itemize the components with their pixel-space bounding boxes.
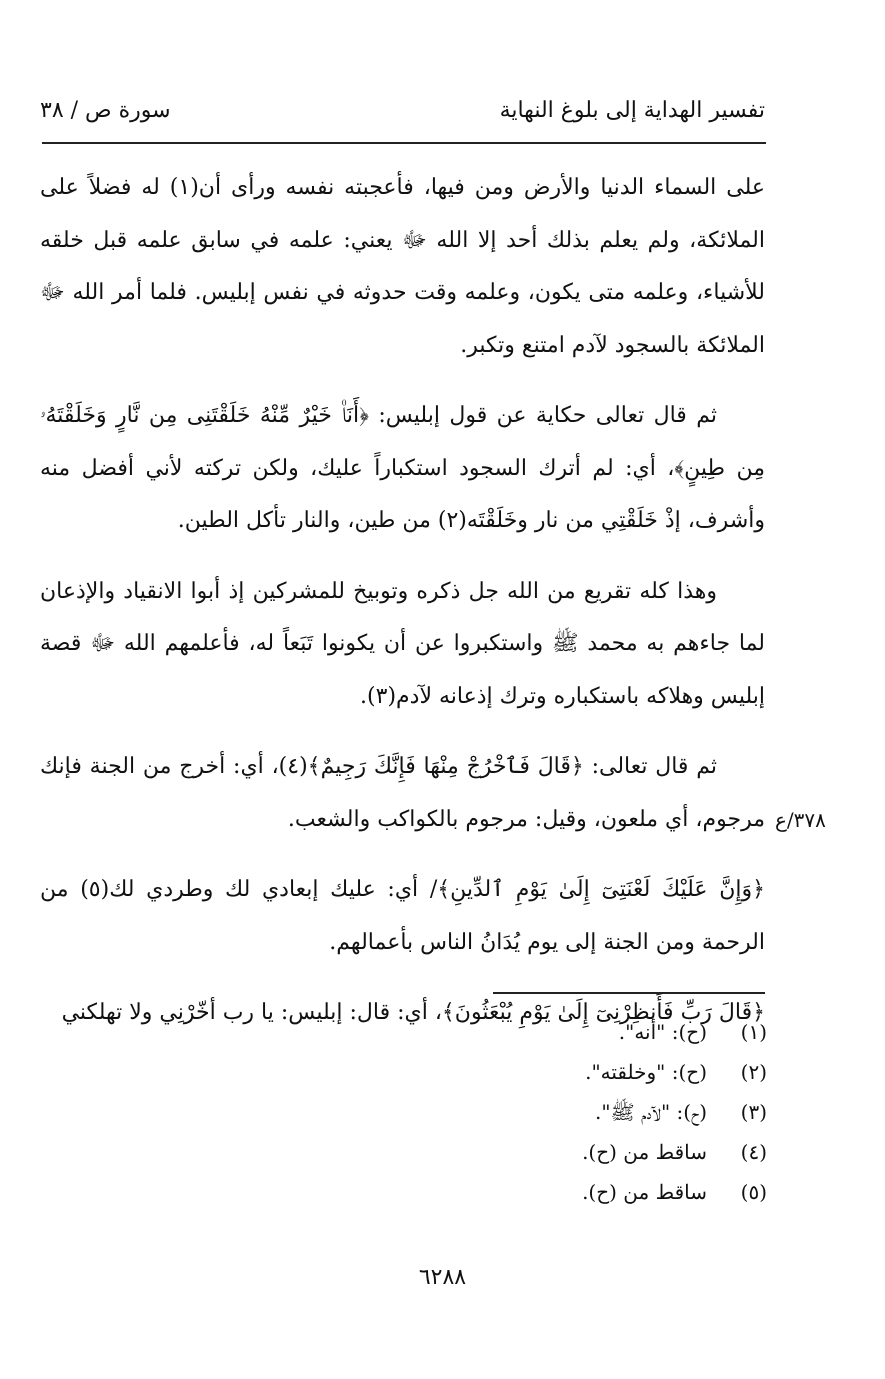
footnote-5	[367, 1172, 767, 1212]
footnote-number: (٢)	[740, 1060, 767, 1084]
page-number: ٦٢٨٨	[418, 1265, 467, 1290]
footnote-3	[367, 1092, 767, 1132]
main-text	[40, 162, 765, 1058]
running-header	[40, 98, 765, 138]
paragraph-6: ﴿قَالَ رَبِّ فَأَنظِرْنِىٓ إِلَىٰ يَوْمِ يُبْعَثُونَ﴾، أي: قال: إبليس: يا رب أخّرْنِي ولا تهلكني	[61, 1000, 765, 1025]
footnote-text: (ح): "وخلقته".	[585, 1060, 707, 1084]
footnote-1	[367, 1012, 767, 1052]
footnote-4	[367, 1132, 767, 1172]
footnote-number: (١)	[740, 1020, 767, 1044]
footnotes	[367, 1012, 767, 1212]
paragraph-1: على السماء الدنيا والأرض ومن فيها، فأعجبته نفسه ورأى أن(١) له فضلاً على الملائكة، ولم يعلم بذلك أحد إلا الله ﷻ يعني: علمه في سابق علمه قبل خلقه للأشياء، وعلمه متى يكون، وعلمه وقت حدوثه في نفس إبليس. فلما أمر الله ﷻ الملائكة بالسجود لآدم امتنع وتكبر.	[40, 175, 765, 358]
paragraph-2: ثم قال تعالى حكاية عن قول إبليس: ﴿أَنَا۠ خَيْرٌ مِّنْهُ خَلَقْتَنِى مِن نَّارٍ وَخَلَقْتَهُۥ مِن طِينٍ﴾، أي: لم أترك السجود استكباراً عليك، ولكن تركته لأني أفضل منه وأشرف، إذْ خَلَقْتِي من نار وخَلَقْتَه(٢) من طين، والنار تأكل الطين.	[40, 403, 765, 533]
footnote-text: (ح): "أنه".	[618, 1020, 707, 1044]
book-title: تفسير الهداية إلى بلوغ النهاية	[499, 98, 765, 123]
surah-page-label: سورة ص / ٣٨	[40, 98, 171, 123]
paragraph-3: وهذا كله تقريع من الله جل ذكره وتوبيخ للمشركين إذ أبوا الانقياد والإذعان لما جاءهم به محمد ﷺ واستكبروا عن أن يكونوا تَبَعاً له، فأعلمهم الله ﷻ قصة إبليس وهلاكه باستكباره وترك إذعانه لآدم(٣).	[40, 578, 765, 709]
footnote-number: (٣)	[740, 1100, 767, 1124]
paragraph-5: ﴿وَإِنَّ عَلَيْكَ لَعْنَتِىٓ إِلَىٰ يَوْمِ ٱلدِّينِ﴾/ أي: عليك إبعادي لك وطردي لك(٥) من الرحمة ومن الجنة إلى يوم يُدَانُ الناس بأعمالهم.	[40, 877, 765, 955]
manuscript-margin-note: ٣٧٨/ع	[775, 808, 826, 832]
footnote-2	[367, 1052, 767, 1092]
paragraph-4: ثم قال تعالى: ﴿قَالَ فَٱخْرُجْ مِنْهَا فَإِنَّكَ رَجِيمٌ﴾(٤)، أي: أخرج من الجنة فإنك مرجوم، أي ملعون، وقيل: مرجوم بالكواكب والشعب.	[40, 754, 765, 832]
footnote-divider	[493, 992, 765, 994]
footnote-number: (٤)	[740, 1140, 767, 1164]
footnote-number: (٥)	[740, 1180, 767, 1204]
footnote-text: ساقط من (ح).	[582, 1180, 707, 1204]
footnote-text: (ح): "لآدم ﷺ".	[595, 1100, 707, 1124]
footnote-text: ساقط من (ح).	[582, 1140, 707, 1164]
header-divider	[42, 142, 766, 144]
